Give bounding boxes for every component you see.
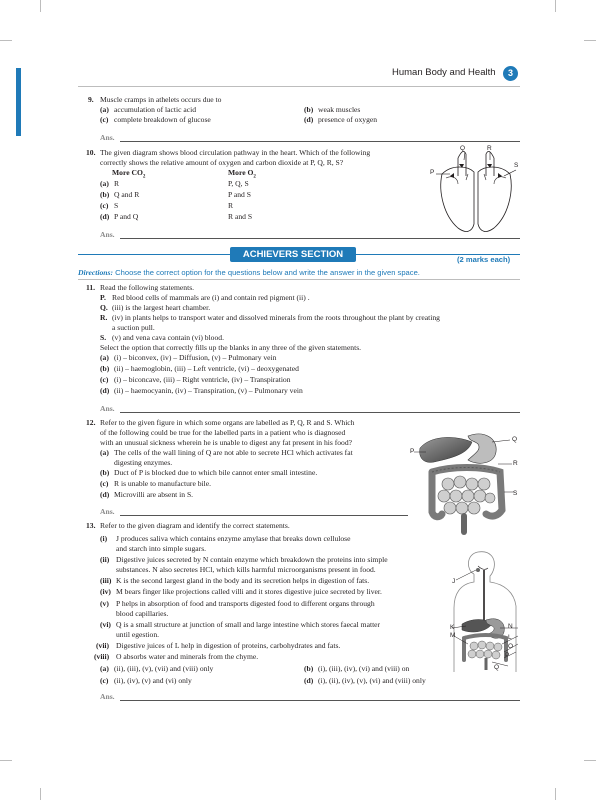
heart-label-s: S [514,162,519,169]
statement-text: Q is a small structure at junction of small and large intestine which stores faecal matter [116,620,381,629]
statement-text: and starch into simple sugars. [116,544,207,553]
question-number: 9. [88,95,94,104]
statement-text: Digestive juices of L help in digestion of proteins, carbohydrates and fats. [116,641,341,650]
statement-text: J produces saliva which contains enzyme amylase that breaks down cellulose [116,534,351,543]
statement-key: (i) [100,534,108,543]
crop-mark [555,788,556,800]
crop-mark [40,788,41,800]
crop-mark [0,760,12,761]
answer-line[interactable] [120,700,520,701]
statement-text: substances. N also secretes HCl, which kills harmful microorganisms present in food. [116,565,376,574]
crop-mark [584,40,596,41]
statement-key: (viii) [94,652,110,661]
option-text: R is unable to manufacture bile. [114,479,212,488]
organ-label-n: N [508,623,513,630]
option-o2: P and S [228,190,251,199]
question-number: 13. [86,521,96,530]
organ-label-l: L [508,634,512,641]
statement-text: (iii) is the largest heart chamber. [112,303,211,312]
option-co2: Q and R [114,190,140,199]
directions-rule [78,279,520,280]
directions-label: Directions: [78,268,114,277]
option-text: presence of oxygen [318,115,378,124]
statement-text: (iv) in plants helps to transport water and dissolved minerals from the roots throughout the plant by creating [112,313,440,322]
option-key: (d) [304,115,314,124]
option-key: (c) [100,676,109,685]
answer-label: Ans. [100,692,115,701]
option-key: (a) [100,105,109,114]
header-rule [78,86,520,87]
statement-key: R. [100,313,108,322]
statement-key: (v) [100,599,109,608]
column-header-co2: More $CO_2$ [112,168,146,180]
statement-key: S. [100,333,107,342]
option-key: (b) [304,664,314,673]
organ-label-q: Q [494,664,500,671]
option-text: (i), (ii), (iv), (v), (vi) and (viii) only [318,676,426,685]
option-text: (ii), (iii), (v), (vii) and (viii) only [114,664,214,673]
section-rule-left [78,254,230,255]
organ-label-o: O [508,643,514,650]
answer-label: Ans. [100,404,115,413]
option-o2: R and S [228,212,253,221]
organ-label-j: J [452,578,456,585]
running-header-title: Human Body and Health [392,67,496,78]
section-title: ACHIEVERS SECTION [230,247,356,262]
crop-mark [584,760,596,761]
organ-label-p: P [410,448,415,455]
crop-mark [555,0,556,12]
option-co2: S [114,201,119,210]
margin-accent-bar [16,68,21,136]
option-key: (d) [100,386,110,395]
statement-text: P helps in absorption of food and transports digested food to different organs through [116,599,375,608]
heart-label-p: P [430,169,435,176]
option-key: (a) [100,353,109,362]
option-text: accumulation of lactic acid [114,105,197,114]
question-number: 10. [86,148,96,157]
option-key: (d) [304,676,314,685]
option-key: (b) [100,190,110,199]
column-header-o2: More $O_2$ [228,168,256,180]
statement-text: Digestive juices secreted by N contain enzyme which breakdown the proteins into simple [116,555,388,564]
question-text: Select the option that correctly fills up the blanks in any three of the given statements. [100,343,362,352]
option-key: (b) [304,105,314,114]
statement-key: (iii) [100,576,112,585]
question-text: Refer to the given diagram and identify the correct statements. [100,521,290,530]
option-text: (ii) – haemocyanin, (iv) – Transpiration, (v) – Pulmonary vein [114,386,303,395]
page-number-badge: 3 [503,66,518,81]
organ-label-s: S [513,490,518,497]
option-key: (b) [100,468,110,477]
human-digestive-system-diagram [448,548,522,672]
option-key: (c) [100,375,109,384]
option-key: (d) [100,212,110,221]
option-key: (c) [100,479,109,488]
answer-label: Ans. [100,507,115,516]
option-key: (d) [100,490,110,499]
statement-text: O absorbs water and minerals from the chyme. [116,652,259,661]
statement-text: a suction pull. [112,323,155,332]
option-text: complete breakdown of glucose [114,115,211,124]
crop-mark [0,40,12,41]
statement-text: M bears finger like projections called villi and it stores digestive juice secreted by liver. [116,587,382,596]
heart-label-q: Q [460,145,466,152]
statement-key: (iv) [100,587,111,596]
statement-key: (vii) [96,641,110,650]
option-o2: P, Q, S [228,179,249,188]
question-text: Muscle cramps in athelets occurs due to [100,95,222,104]
question-text: Refer to the given figure in which some organs are labelled as P, Q, R and S. Which [100,418,355,427]
answer-label: Ans. [100,230,115,239]
statement-text: until egestion. [116,630,160,639]
option-key: (a) [100,448,109,457]
statement-key: P. [100,293,106,302]
question-text: correctly shows the relative amount of oxygen and carbon dioxide at P, Q, R, S? [100,158,344,167]
crop-mark [40,0,41,12]
directions [78,268,420,277]
option-co2: P and Q [114,212,139,221]
question-text: of the following could be true for the labelled parts in a patient who is diagnosed [100,428,346,437]
directions-text: Choose the correct option for the questions below and write the answer in the given space. [115,268,420,277]
option-text: (i) – biconcave, (iii) – Right ventricle, (iv) – Transpiration [114,375,291,384]
organ-label-p: P [505,652,510,659]
digestive-organs-diagram [412,428,522,536]
heart-label-r: R [487,145,492,152]
statement-text: K is the second largest gland in the body and its secretion helps in digestion of fats. [116,576,370,585]
option-text: The cells of the wall lining of Q are not able to secrete HCl which activates fat [114,448,353,457]
option-text: Duct of P is blocked due to which bile cannot enter small intestine. [114,468,318,477]
option-text: (i) – biconvex, (iv) – Diffusion, (v) – Pulmonary vein [114,353,277,362]
option-text: Microvilli are absent in S. [114,490,194,499]
option-key: (a) [100,179,109,188]
heart-diagram [428,144,524,238]
option-key: (c) [100,201,109,210]
answer-line[interactable] [120,412,520,413]
question-text: The given diagram shows blood circulation pathway in the heart. Which of the following [100,148,371,157]
statement-key: (vi) [100,620,111,629]
question-text: with an unusual sickness wherein he is unable to digest any fat present in his food? [100,438,353,447]
answer-line[interactable] [120,141,520,142]
option-co2: R [114,179,120,188]
answer-line[interactable] [120,238,520,239]
option-key: (c) [100,115,109,124]
option-text: (i), (iii), (iv), (vi) and (viii) on [318,664,410,673]
organ-label-q: Q [512,436,518,443]
answer-label: Ans. [100,133,115,142]
option-text: (ii) – haemoglobin, (iii) – Left ventricle, (vi) – deoxygenated [114,364,299,373]
section-marks: (2 marks each) [457,255,511,264]
statement-key: Q. [100,303,108,312]
option-key: (b) [100,364,110,373]
statement-key: (ii) [100,555,110,564]
option-text: weak muscles [318,105,361,114]
organ-label-m: M [450,632,456,639]
question-text: Read the following statements. [100,283,195,292]
option-key: (a) [100,664,109,673]
option-text: (ii), (iv), (v) and (vi) only [114,676,192,685]
statement-text: Red blood cells of mammals are (i) and contain red pigment (ii) . [112,293,310,302]
organ-label-r: R [513,460,518,467]
question-number: 11. [86,283,96,292]
question-number: 12. [86,418,96,427]
organ-label-k: K [450,624,455,631]
option-o2: R [228,201,234,210]
answer-line[interactable] [120,515,408,516]
statement-text: blood capillaries. [116,609,169,618]
statement-text: (v) and vena cava contain (vi) blood. [112,333,224,342]
option-text: digesting enzymes. [114,458,173,467]
